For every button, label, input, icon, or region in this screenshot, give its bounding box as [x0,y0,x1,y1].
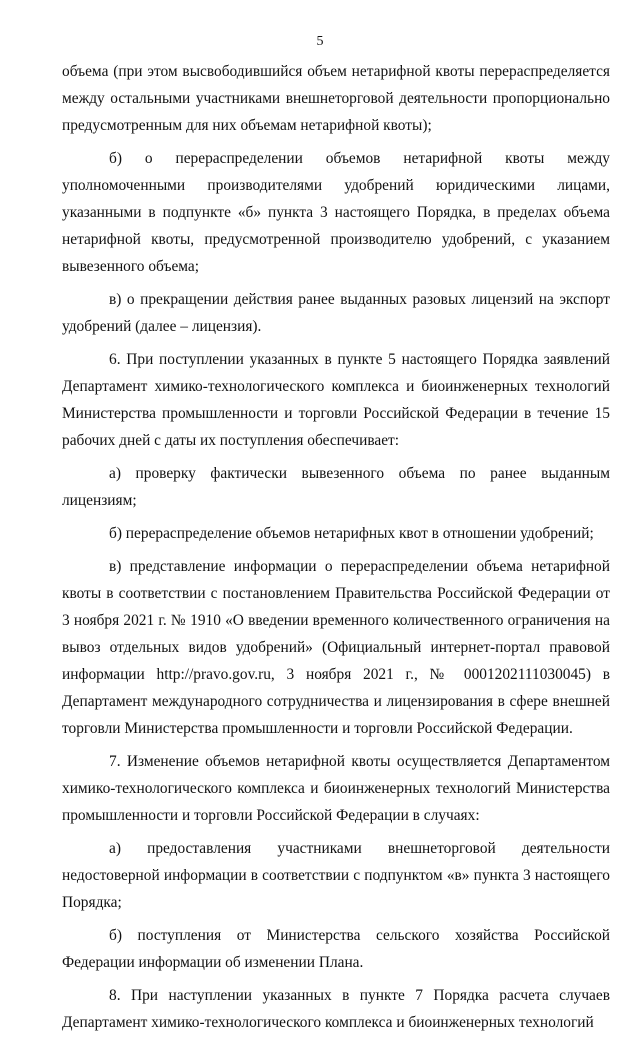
paragraph-8: 8. При наступлении указанных в пункте 7 Порядка расчета случаев Департамент химико-технологического комплекса и биоинженерных технологий [62,987,610,1031]
paragraph-7: 7. Изменение объемов нетарифной квоты осуществляется Департаментом химико-технологического комплекса и биоинженерных технологий Министерства промышленности и торговли Российской Федерации в случаях: [62,753,610,824]
paragraph-6: 6. При поступлении указанных в пункте 5 настоящего Порядка заявлений Департамент химико-технологического комплекса и биоинженерных технологий Министерства промышленности и торговли Российской Федерации в течение 15 рабочих дней с даты их поступления обеспечивает: [62,351,610,449]
paragraph-6a: а) проверку фактически вывезенного объема по ранее выданным лицензиям; [62,465,610,509]
paragraph-6v: в) представление информации о перераспределении объема нетарифной квоты в соответствии с постановлением Правительства Российской Федерации от 3 ноября 2021 г. № 1910 «О введении временного количественного ограничения на вывоз отдельных видов удобрений» (Официальный интернет-портал правовой информации http://pravo.gov.ru, 3 ноября 2021 г., № 0001202111030045) в Департамент международного сотрудничества и лицензирования в сфере внешней торговли Министерства промышленности и торговли Российской Федерации. [62,558,610,737]
paragraph-5b: б) о перераспределении объемов нетарифной квоты между уполномоченными производителями удобрений юридическими лицами, указанными в подпункте «б» пункта 3 настоящего Порядка, в пределах объема нетарифной квоты, предусмотренной производителю удобрений, с указанием вывезенного объема; [62,150,610,275]
paragraph-6b: б) перераспределение объемов нетарифных квот в отношении удобрений; [109,525,594,542]
paragraph-5v: в) о прекращении действия ранее выданных разовых лицензий на экспорт удобрений (далее – лицензия). [62,291,610,335]
paragraph-7b: б) поступления от Министерства сельского хозяйства Российской Федерации информации об изменении Плана. [62,927,610,971]
paragraph-7a: а) предоставления участниками внешнеторговой деятельности недостоверной информации в соответствии с подпунктом «в» пункта 3 настоящего Порядка; [62,840,610,911]
page-number: 5 [316,34,324,49]
document-body [62,58,610,1042]
paragraph-continuation: объема (при этом высвободившийся объем нетарифной квоты перераспределяется между остальными участниками внешнеторговой деятельности пропорционально предусмотренным для них объемам нетарифной квоты); [62,63,610,134]
